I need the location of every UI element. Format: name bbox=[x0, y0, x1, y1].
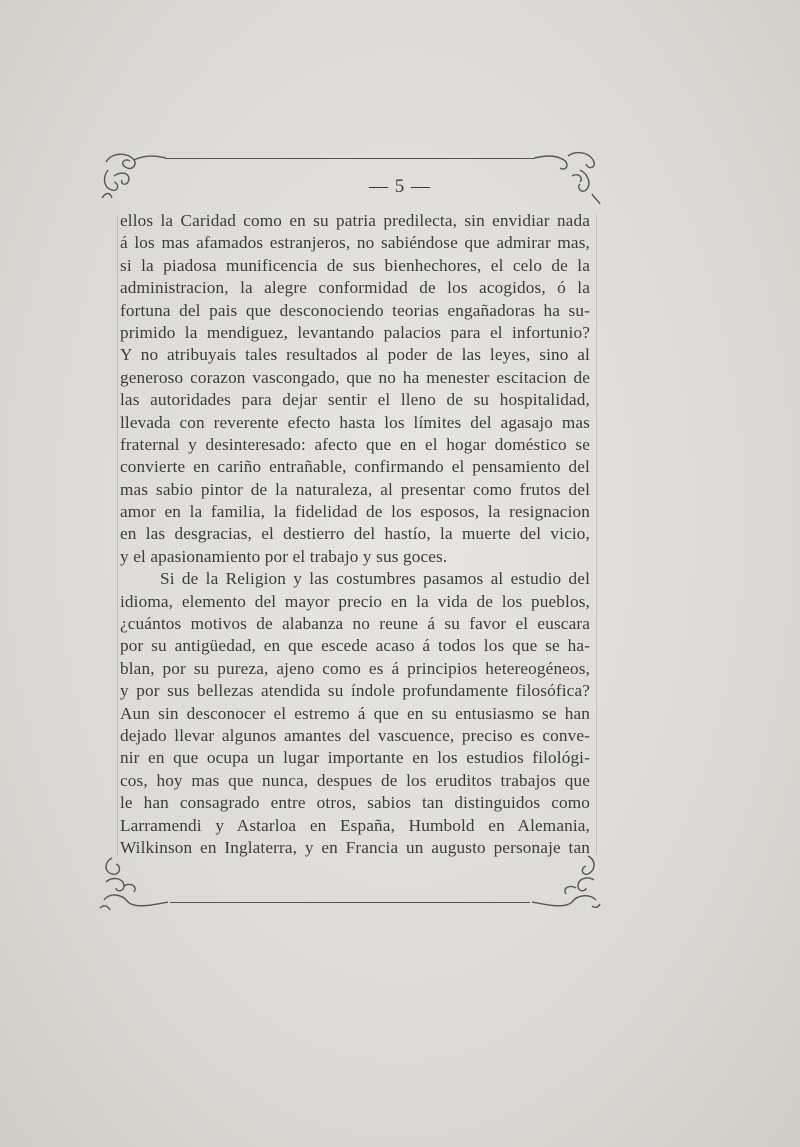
text-line: Larramendi y Astarloa en España, Humbold en Alemania, bbox=[120, 815, 590, 835]
top-rule bbox=[165, 158, 535, 159]
text-line: y el apasionamiento por el trabajo y sus goces. bbox=[120, 546, 448, 566]
right-rule bbox=[596, 215, 597, 855]
text-line: Aun sin desconocer el estremo á que en su entusiasmo se han bbox=[120, 703, 590, 723]
text-line: amor en la familia, la fidelidad de los esposos, la resignacion bbox=[120, 502, 590, 522]
text-line: Wilkinson en Inglaterra, y en Francia un augusto personaje tan bbox=[120, 837, 590, 857]
text-line: blan, por su pureza, ajeno como es á principios hetereogéneos, bbox=[120, 658, 590, 678]
text-line: Y no atribuyais tales resultados al poder de las leyes, sino al bbox=[120, 345, 590, 365]
page-number: — 5 — bbox=[369, 176, 431, 197]
text-line: cos, hoy mas que nunca, despues de los eruditos trabajos que bbox=[120, 770, 590, 790]
text-line: ¿cuántos motivos de alabanza no reune á su favor el euscara bbox=[120, 614, 590, 634]
text-line: y por sus bellezas atendida su índole profundamente filosófica? bbox=[120, 681, 590, 701]
text-line: generoso corazon vascongado, que no ha menester escitacion de bbox=[120, 367, 590, 387]
text-line: primido la mendiguez, levantando palacios para el infortunio? bbox=[120, 322, 590, 342]
text-line: administracion, la alegre conformidad de los acogidos, ó la bbox=[120, 278, 590, 298]
left-rule bbox=[117, 215, 118, 855]
text-line: ellos la Caridad como en su patria predilecta, sin envidiar nada bbox=[120, 211, 590, 230]
text-line: nir en que ocupa un lugar importante en los estudios filológi- bbox=[120, 748, 590, 768]
body-text bbox=[120, 210, 590, 859]
text-line: idioma, elemento del mayor precio en la vida de los pueblos, bbox=[120, 591, 590, 611]
bottom-right-ornament-icon bbox=[532, 852, 602, 912]
text-line: llevada con reverente efecto hasta los límites del agasajo mas bbox=[120, 412, 590, 432]
text-line: Si de la Religion y las costumbres pasamos al estudio del bbox=[160, 569, 590, 589]
bottom-rule bbox=[170, 902, 530, 903]
text-line: le han consagrado entre otros, sabios tan distinguidos como bbox=[120, 793, 590, 813]
text-line: fraternal y desinteresado: afecto que en el hogar doméstico se bbox=[120, 434, 590, 454]
text-line: si la piadosa munificencia de sus bienhechores, el celo de la bbox=[120, 255, 590, 275]
text-line: las autoridades para dejar sentir el lleno de su hospitalidad, bbox=[120, 390, 590, 410]
text-line: á los mas afamados estranjeros, no sabiéndose que admirar mas, bbox=[120, 233, 590, 253]
text-line: por su antigüedad, en que escede acaso á todos los que se ha- bbox=[120, 636, 590, 656]
text-line: dejado llevar algunos amantes del vascuence, preciso es conve- bbox=[120, 725, 590, 745]
text-line: convierte en cariño entrañable, confirmando el pensamiento del bbox=[120, 457, 590, 477]
text-line: fortuna del pais que desconociendo teorias engañadoras ha su- bbox=[120, 300, 590, 320]
bottom-left-ornament-icon bbox=[98, 852, 168, 912]
text-line: en las desgracias, el destierro del hastío, la muerte del vicio, bbox=[120, 524, 590, 544]
text-line: mas sabio pintor de la naturaleza, al presentar como frutos del bbox=[120, 479, 590, 499]
